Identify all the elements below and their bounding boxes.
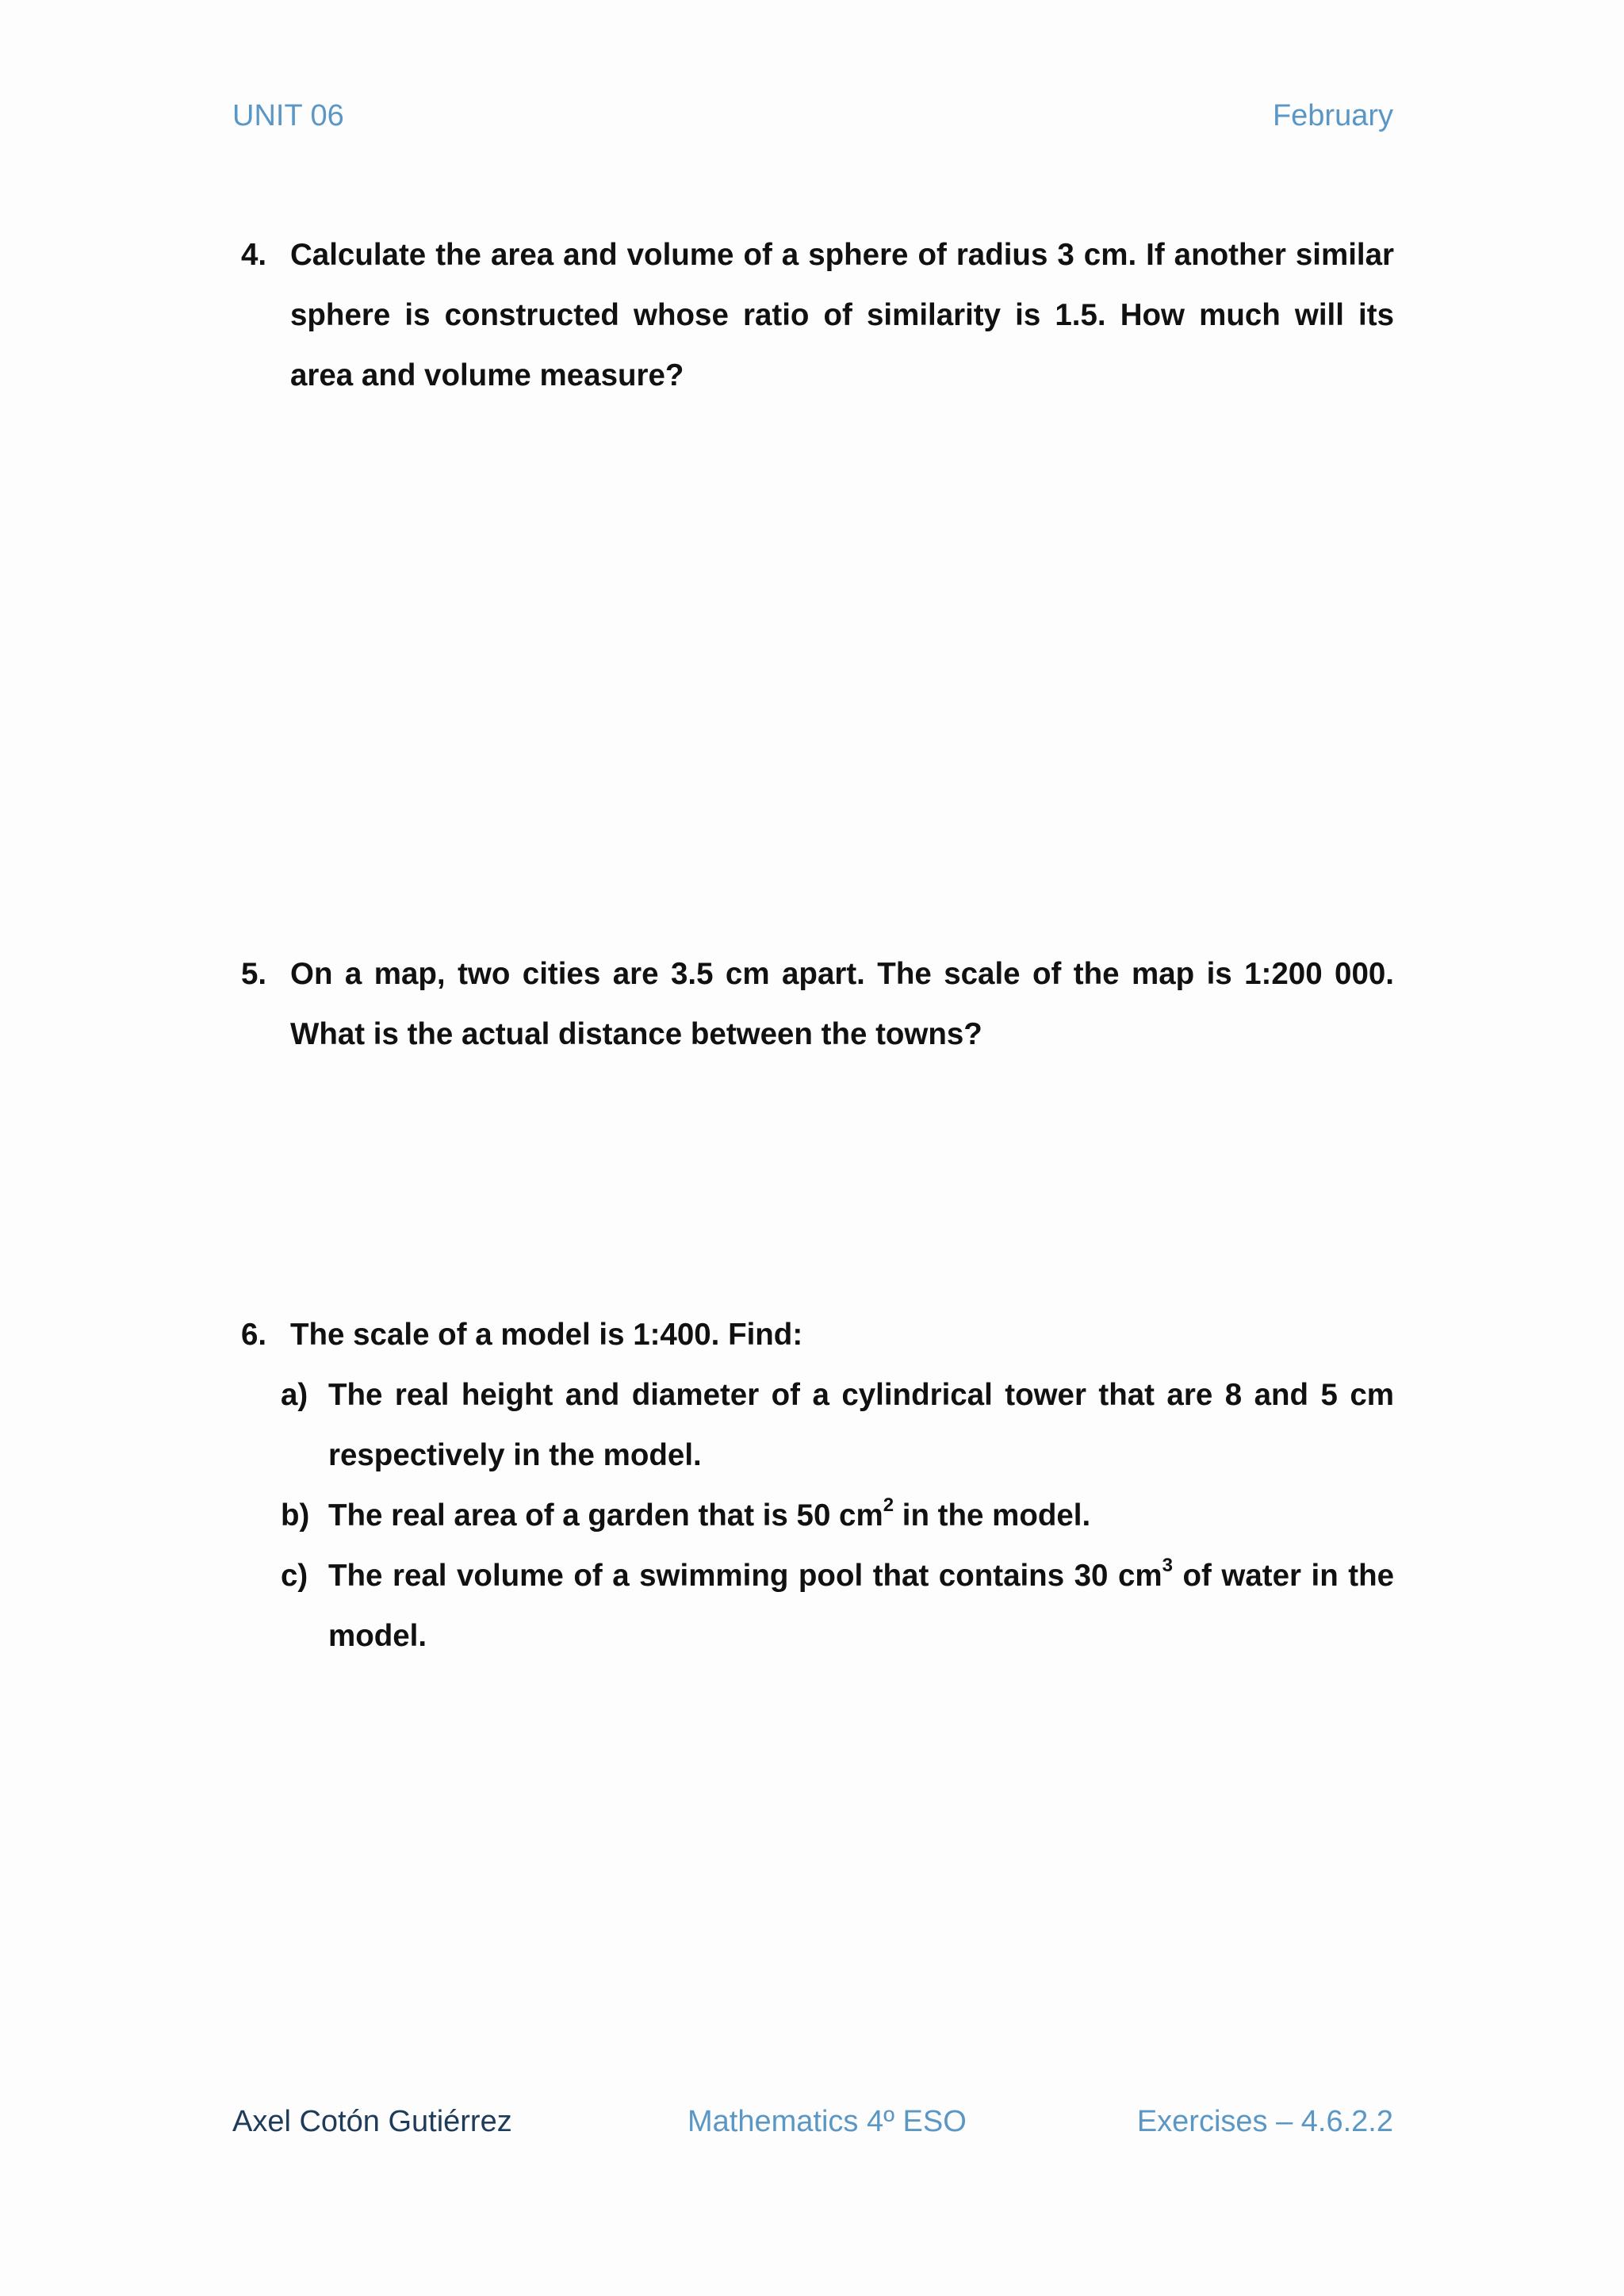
question-text: The scale of a model is 1:400. Find: bbox=[290, 1318, 803, 1352]
question-number: 5. bbox=[241, 957, 267, 991]
question-4 bbox=[241, 225, 1394, 406]
sub-question-letter: b) bbox=[281, 1498, 310, 1533]
sub-question-text-start: The real area of a garden that is 50 cm bbox=[328, 1498, 883, 1533]
question-text: On a map, two cities are 3.5 cm apart. The scale of the map is 1:200 000. What is the actual distance between the towns? bbox=[290, 957, 1394, 1051]
footer-exercises: Exercises – 4.6.2.2 bbox=[1136, 2105, 1393, 2138]
sub-question-text bbox=[328, 1546, 1394, 1667]
sub-question-text-end: of water in the model. bbox=[328, 1559, 1394, 1653]
sub-question-a bbox=[281, 1365, 1394, 1486]
sub-question-text-end: in the model. bbox=[894, 1498, 1091, 1533]
sub-question-text bbox=[328, 1486, 1394, 1546]
question-number: 6. bbox=[241, 1318, 267, 1352]
sub-question-text: The real height and diameter of a cylindrical tower that are 8 and 5 cm respectively in the model. bbox=[328, 1378, 1394, 1472]
sub-question-text-start: The real volume of a swimming pool that contains 30 cm bbox=[328, 1559, 1162, 1593]
question-6 bbox=[241, 1305, 1394, 1667]
exponent: 3 bbox=[1162, 1555, 1173, 1577]
question-5 bbox=[241, 944, 1394, 1065]
sub-question-c bbox=[281, 1546, 1394, 1667]
footer-subject: Mathematics 4º ESO bbox=[688, 2105, 967, 2138]
sub-question-letter: c) bbox=[281, 1559, 308, 1593]
header-month: February bbox=[1272, 99, 1393, 132]
sub-question-b bbox=[281, 1486, 1394, 1546]
footer-author: Axel Cotón Gutiérrez bbox=[232, 2105, 512, 2138]
header-unit: UNIT 06 bbox=[232, 99, 344, 132]
question-number: 4. bbox=[241, 238, 267, 272]
question-text: Calculate the area and volume of a sphere of radius 3 cm. If another similar sphere is constructed whose ratio of similarity is 1.5. How much will its area and volume measure? bbox=[290, 238, 1394, 392]
sub-question-letter: a) bbox=[281, 1378, 308, 1412]
exponent: 2 bbox=[883, 1494, 894, 1517]
